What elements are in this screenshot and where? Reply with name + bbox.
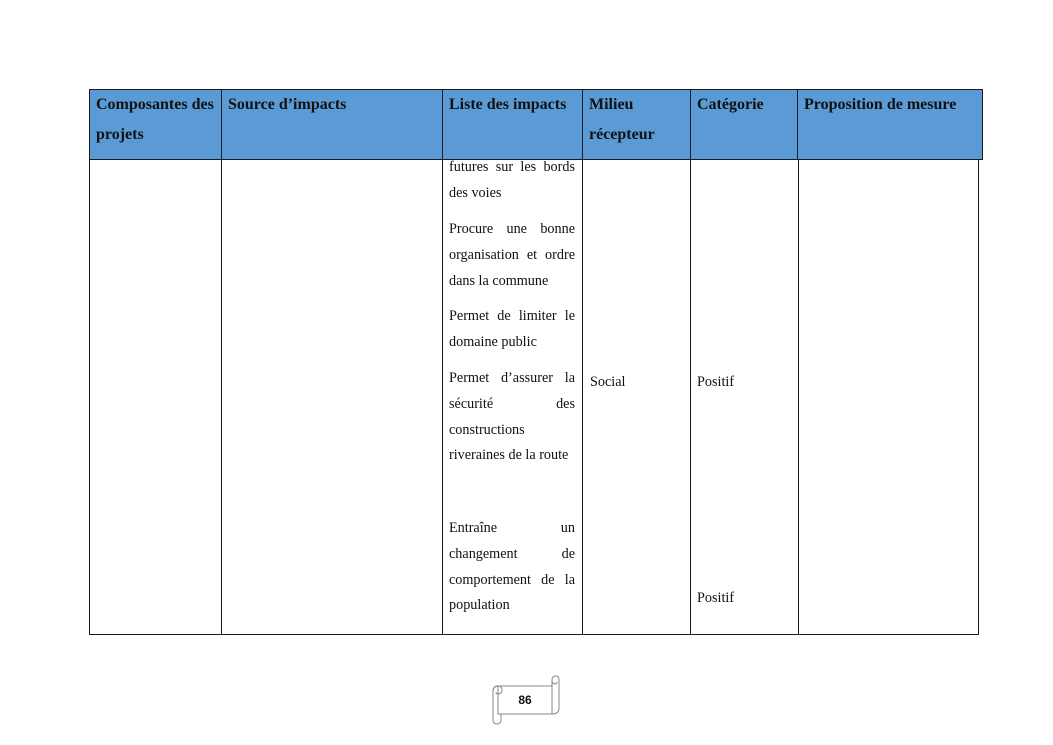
cell-liste-impacts: [442, 160, 583, 635]
header-composantes-label: Composantes des projets: [96, 96, 214, 143]
cell-categorie: [690, 160, 799, 635]
impact-item: Entraîne un changement de comportement de la population: [449, 520, 575, 614]
header-source-label: Source d’impacts: [228, 96, 347, 113]
header-source: [221, 89, 443, 160]
header-proposition-label: Proposition de mesure: [804, 96, 957, 113]
header-milieu-label: Milieu récepteur: [589, 96, 655, 143]
header-milieu: [582, 89, 691, 160]
cell-milieu: [582, 160, 691, 635]
header-liste-label: Liste des impacts: [449, 96, 567, 113]
impact-item: futures sur les bords des voies: [449, 159, 575, 201]
page-number: 86: [518, 693, 532, 707]
impact-item: Procure une bonne organisation et ordre dans la commune: [449, 221, 575, 289]
category-value: Positif: [697, 590, 735, 606]
cell-proposition: [798, 160, 979, 635]
cell-source: [221, 160, 443, 635]
impact-item: Permet de limiter le domaine public: [449, 308, 575, 350]
header-composantes: [89, 89, 222, 160]
impact-item: Permet d’assurer la sécurité des constructions riveraines de la route: [449, 370, 575, 464]
header-liste: [442, 89, 583, 160]
header-categorie: [690, 89, 798, 160]
header-proposition: [797, 89, 983, 160]
header-categorie-label: Catégorie: [697, 96, 764, 113]
page-number-scroll: [490, 674, 560, 726]
category-value: Positif: [697, 374, 735, 390]
milieu-value: Social: [590, 374, 626, 390]
cell-composantes: [89, 160, 222, 635]
